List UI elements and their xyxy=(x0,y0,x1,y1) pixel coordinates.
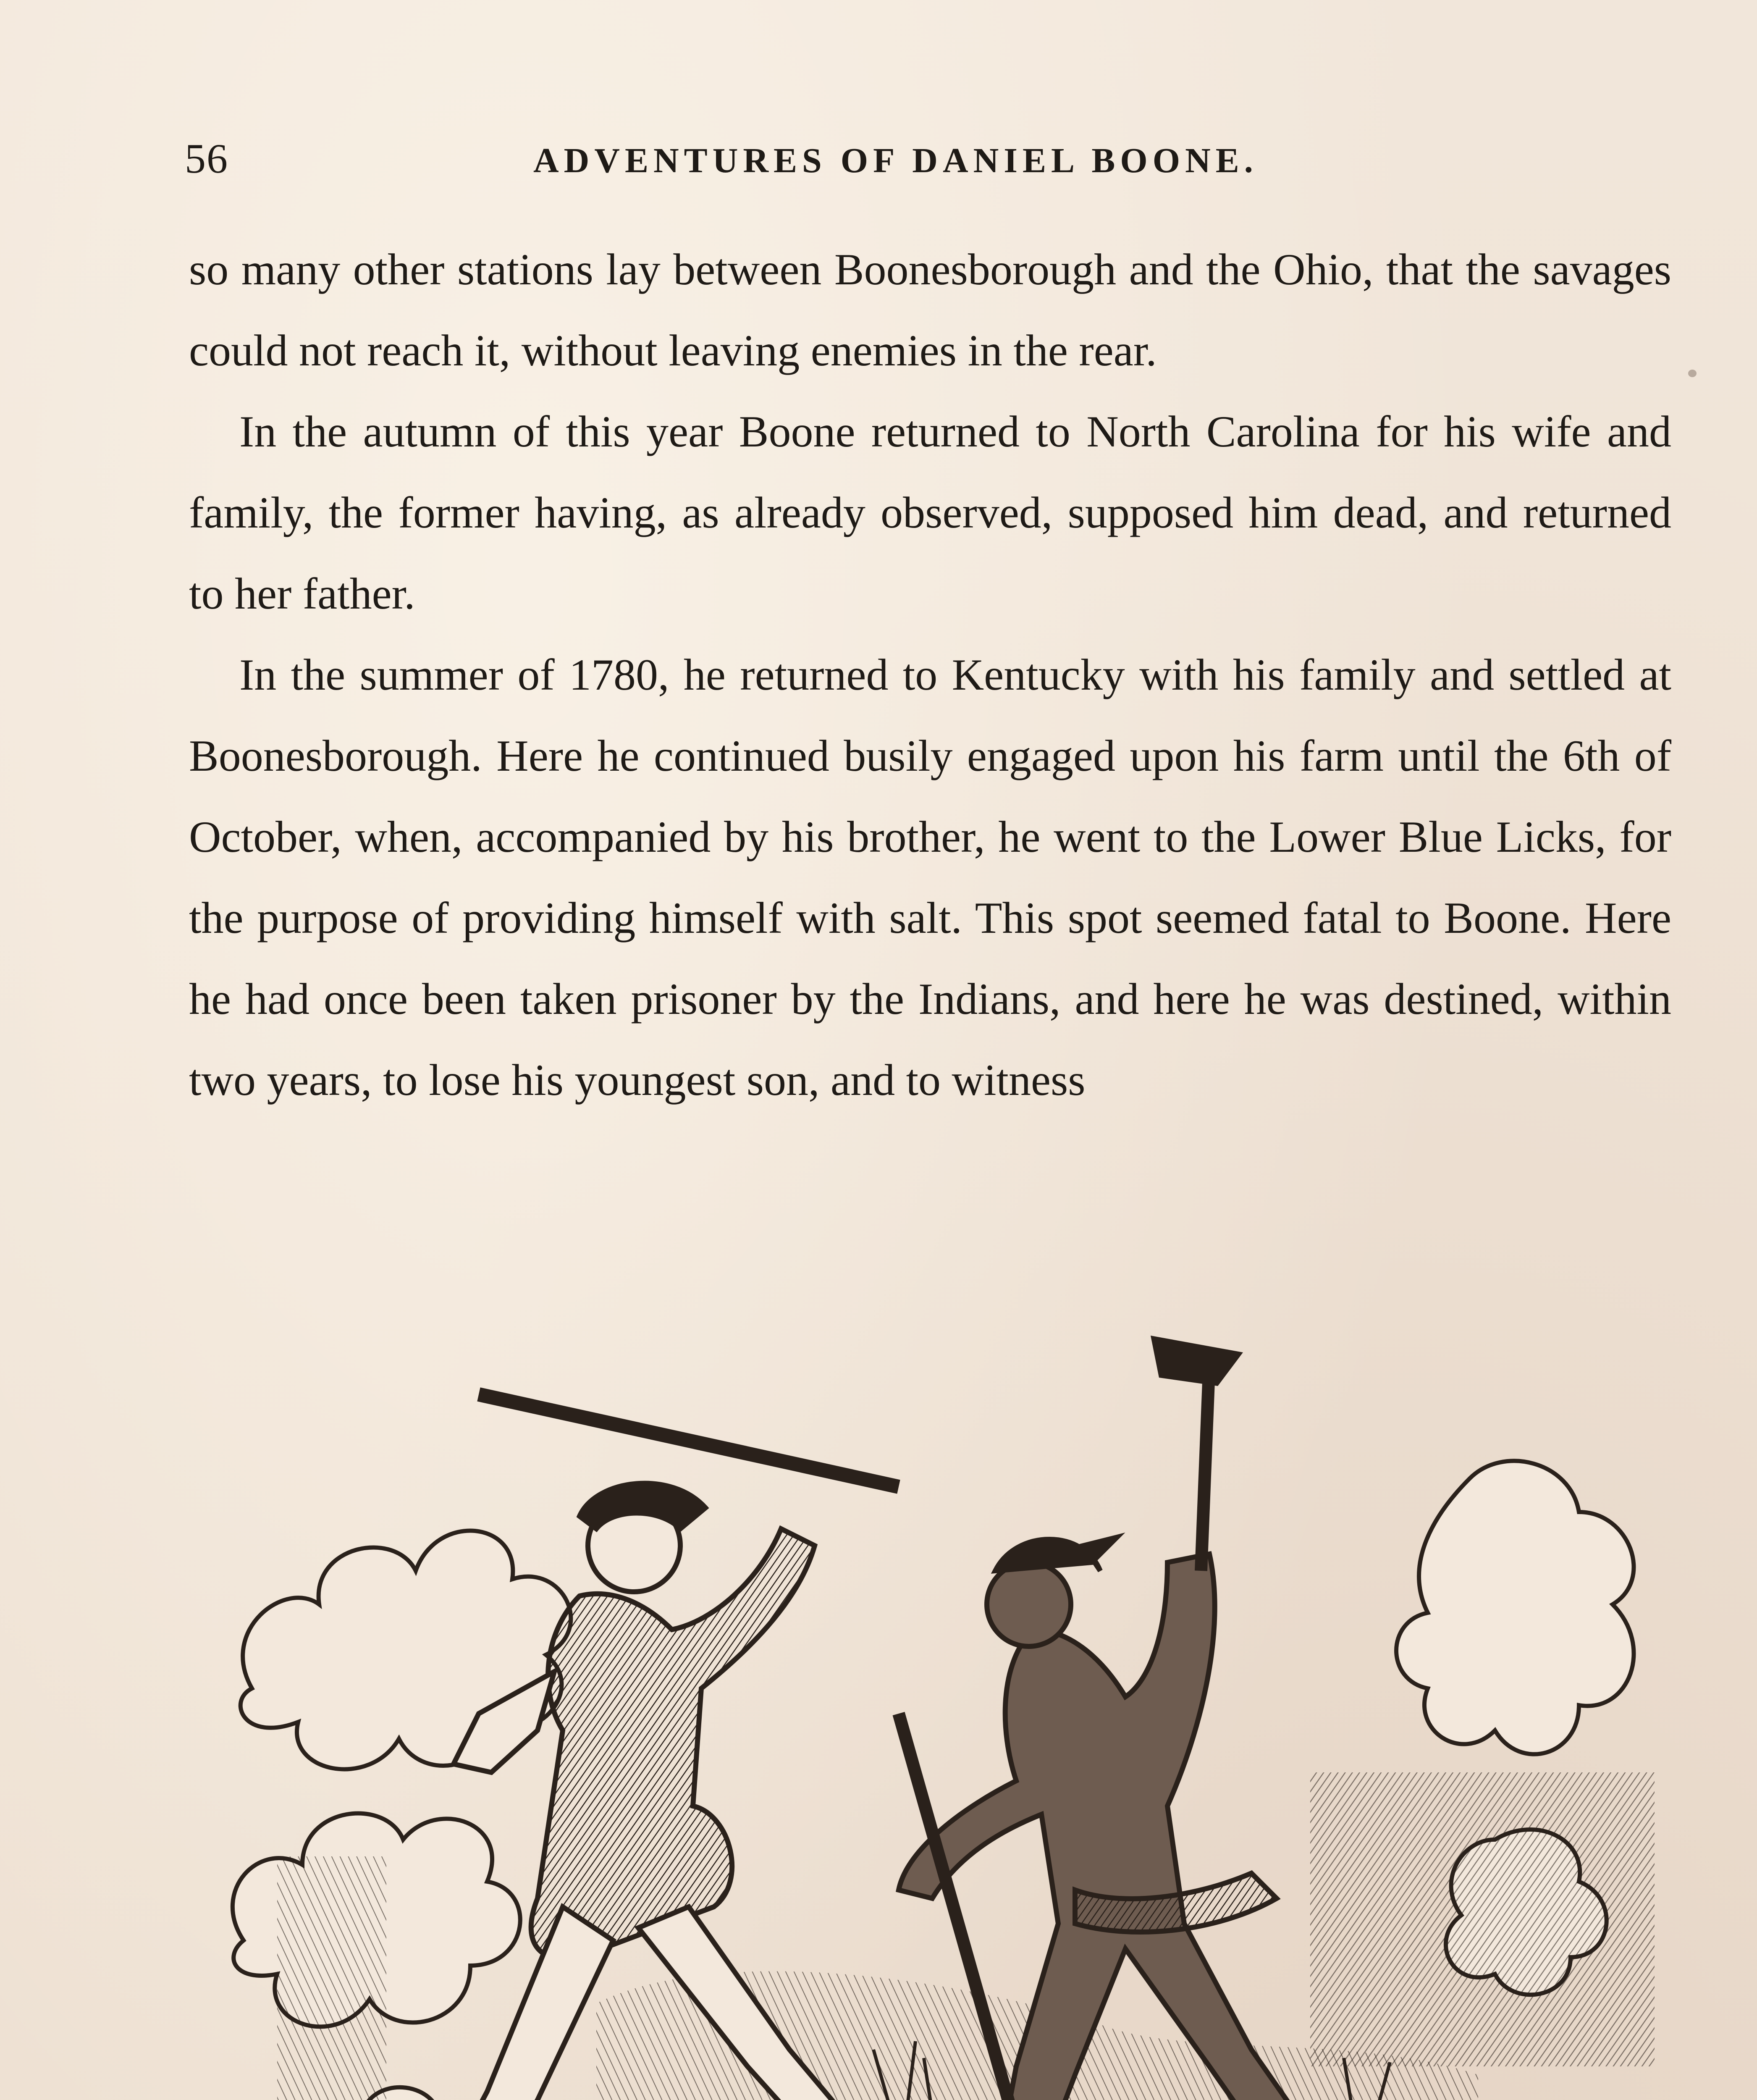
body-text-top xyxy=(189,229,1671,1121)
running-title: ADVENTURES OF DANIEL BOONE. xyxy=(533,141,1258,180)
page-number: 56 xyxy=(185,135,228,182)
tomahawk-handle xyxy=(1201,1361,1209,1571)
paragraph: In the summer of 1780, he returned to Kentucky with his family and settled at Boonesborough. Here he continued busily engaged upon his farm until the 6th of October, when, accompanied by his brother, he went to the Lower Blue Licks, for the purpose of providing himself with salt. This spot seemed fatal to Boone. Here he had once been taken prisoner by the Indians, and here he was destined, within two years, to lose his youngest son, and to witness xyxy=(189,650,1671,1105)
fight-engraving xyxy=(218,1310,1663,2100)
engraving-illustration xyxy=(218,1310,1663,2100)
tomahawk-head xyxy=(1151,1336,1243,1386)
paragraph: In the autumn of this year Boone returned to North Carolina for his wife and family, the former having, as already observed, supposed him dead, and returned to her father. xyxy=(189,407,1671,618)
running-head xyxy=(185,134,1671,193)
club xyxy=(479,1394,899,1487)
paper-speck xyxy=(1688,370,1697,377)
paragraph: so many other stations lay between Boonesborough and the Ohio, that the savages could not reach it, without leaving enemies in the rear. xyxy=(189,245,1671,375)
